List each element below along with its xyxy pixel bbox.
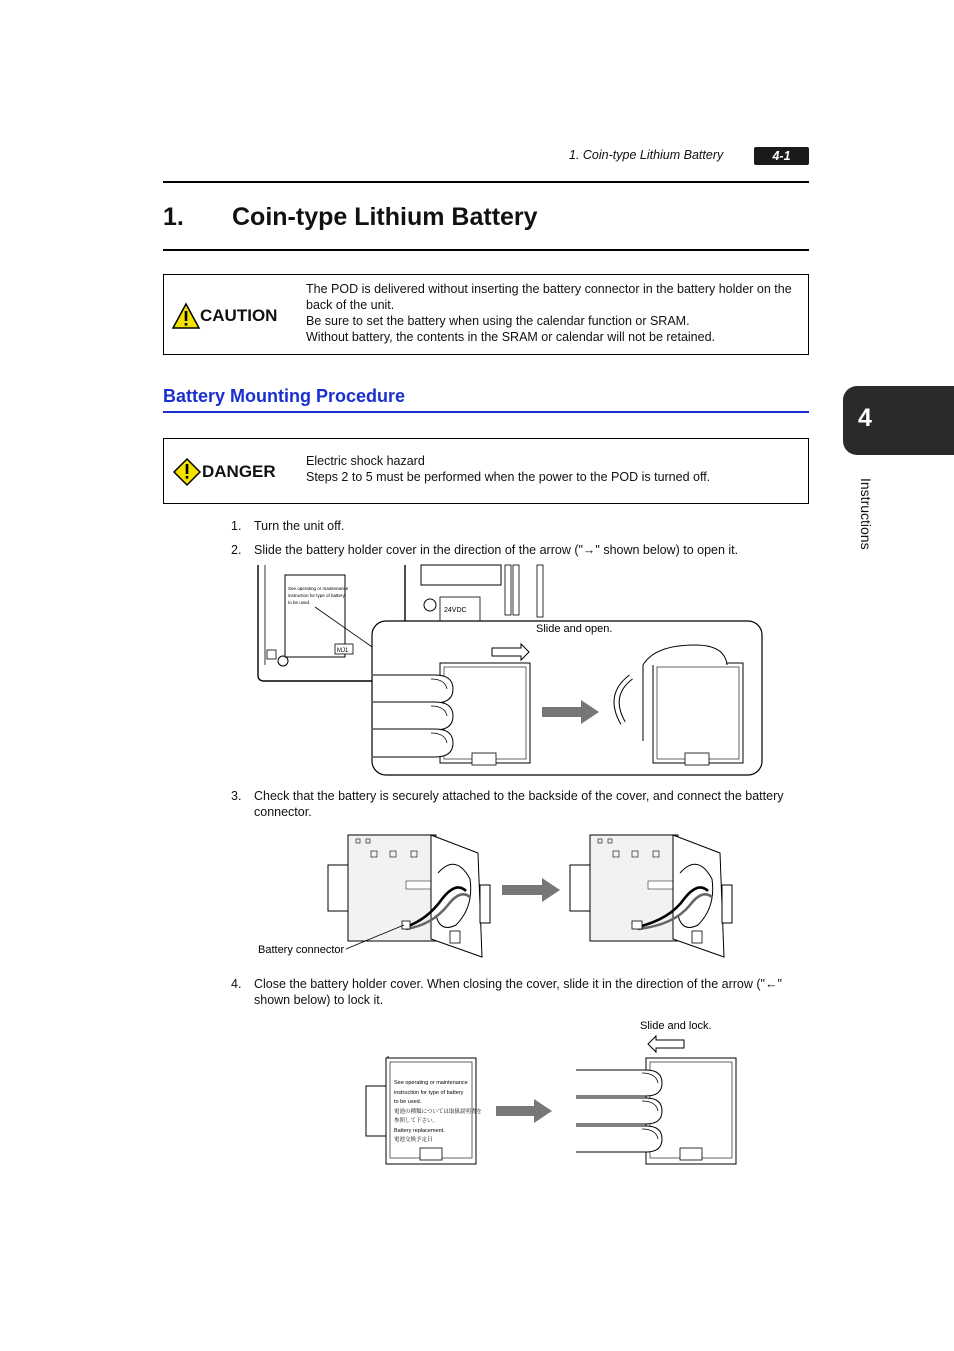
danger-label: DANGER [202, 462, 276, 481]
callout-slide-lock: Slide and lock. [640, 1020, 712, 1032]
step-number: 1. [231, 519, 242, 533]
page-number-badge: 4-1 [754, 147, 809, 165]
running-header: 1. Coin-type Lithium Battery [569, 148, 724, 162]
danger-line: Steps 2 to 5 must be performed when the power to the POD is turned off. [306, 470, 711, 484]
figure-connect-battery [256, 833, 736, 959]
callout-slide-open: Slide and open. [536, 623, 613, 635]
caution-label: CAUTION [200, 306, 278, 325]
step-text: Turn the unit off. [254, 519, 345, 533]
label-text: to be used. [288, 600, 311, 605]
step-text: Slide the battery holder cover in the direction of the arrow ("→" shown below) to open it. [254, 543, 739, 557]
step-number: 4. [231, 977, 242, 991]
label-text: 参照して下さい。 [394, 1118, 439, 1124]
label-text: 電池交換予定日 [394, 1137, 433, 1143]
caution-line: The POD is delivered without inserting the battery connector in the battery holder on the [306, 282, 792, 296]
step-line: shown below) to lock it. [254, 993, 384, 1007]
caution-box [163, 274, 809, 355]
caution-line: Be sure to set the battery when using the calendar function or SRAM. [306, 314, 690, 328]
step-number: 3. [231, 789, 242, 803]
warning-triangle-icon [172, 303, 200, 329]
section-rule [163, 411, 809, 413]
callout-battery-connector: Battery connector [258, 944, 345, 956]
step-text [254, 788, 783, 820]
label-text: See operating or maintenance [394, 1080, 468, 1086]
title-rule [163, 249, 809, 251]
port-label: MJ1 [337, 648, 349, 654]
danger-line: Electric shock hazard [306, 454, 425, 468]
step-text [254, 976, 782, 1008]
step-number: 2. [231, 543, 242, 557]
label-text: instruction for type of battery [288, 593, 345, 598]
label-text: Battery replacement. [394, 1128, 445, 1134]
figure-slide-lock [366, 1016, 738, 1166]
caution-text [306, 281, 806, 345]
danger-text [306, 453, 806, 485]
caution-line: Without battery, the contents in the SRAM or calendar will not be retained. [306, 330, 716, 344]
label-text: instruction for type of battery [394, 1090, 464, 1096]
power-label: 24VDC [444, 607, 467, 614]
danger-box [163, 438, 809, 504]
caution-line: back of the unit. [306, 298, 395, 312]
header-rule [163, 181, 809, 183]
step-line: connector. [254, 805, 312, 819]
label-text: See operating or maintenance [288, 586, 349, 591]
figure-slide-open [255, 565, 765, 777]
label-text: 電池の種類については取扱説明書を [394, 1109, 482, 1115]
page-title: Coin-type Lithium Battery [232, 203, 538, 231]
section-heading: Battery Mounting Procedure [163, 386, 406, 406]
step-line: Close the battery holder cover. When closing the cover, slide it in the direction of the arrow ("←" [254, 977, 782, 991]
chapter-tab-number: 4 [858, 404, 872, 432]
step-item [231, 976, 801, 1008]
step-item [231, 518, 801, 534]
label-text: to be used. [394, 1099, 422, 1105]
step-item [231, 788, 801, 820]
page-title-number: 1. [163, 203, 184, 231]
step-line: Check that the battery is securely attached to the backside of the cover, and connect the battery [254, 789, 784, 803]
chapter-tab-label: Instructions [858, 478, 874, 550]
step-item [231, 542, 801, 558]
danger-diamond-icon [173, 458, 201, 486]
